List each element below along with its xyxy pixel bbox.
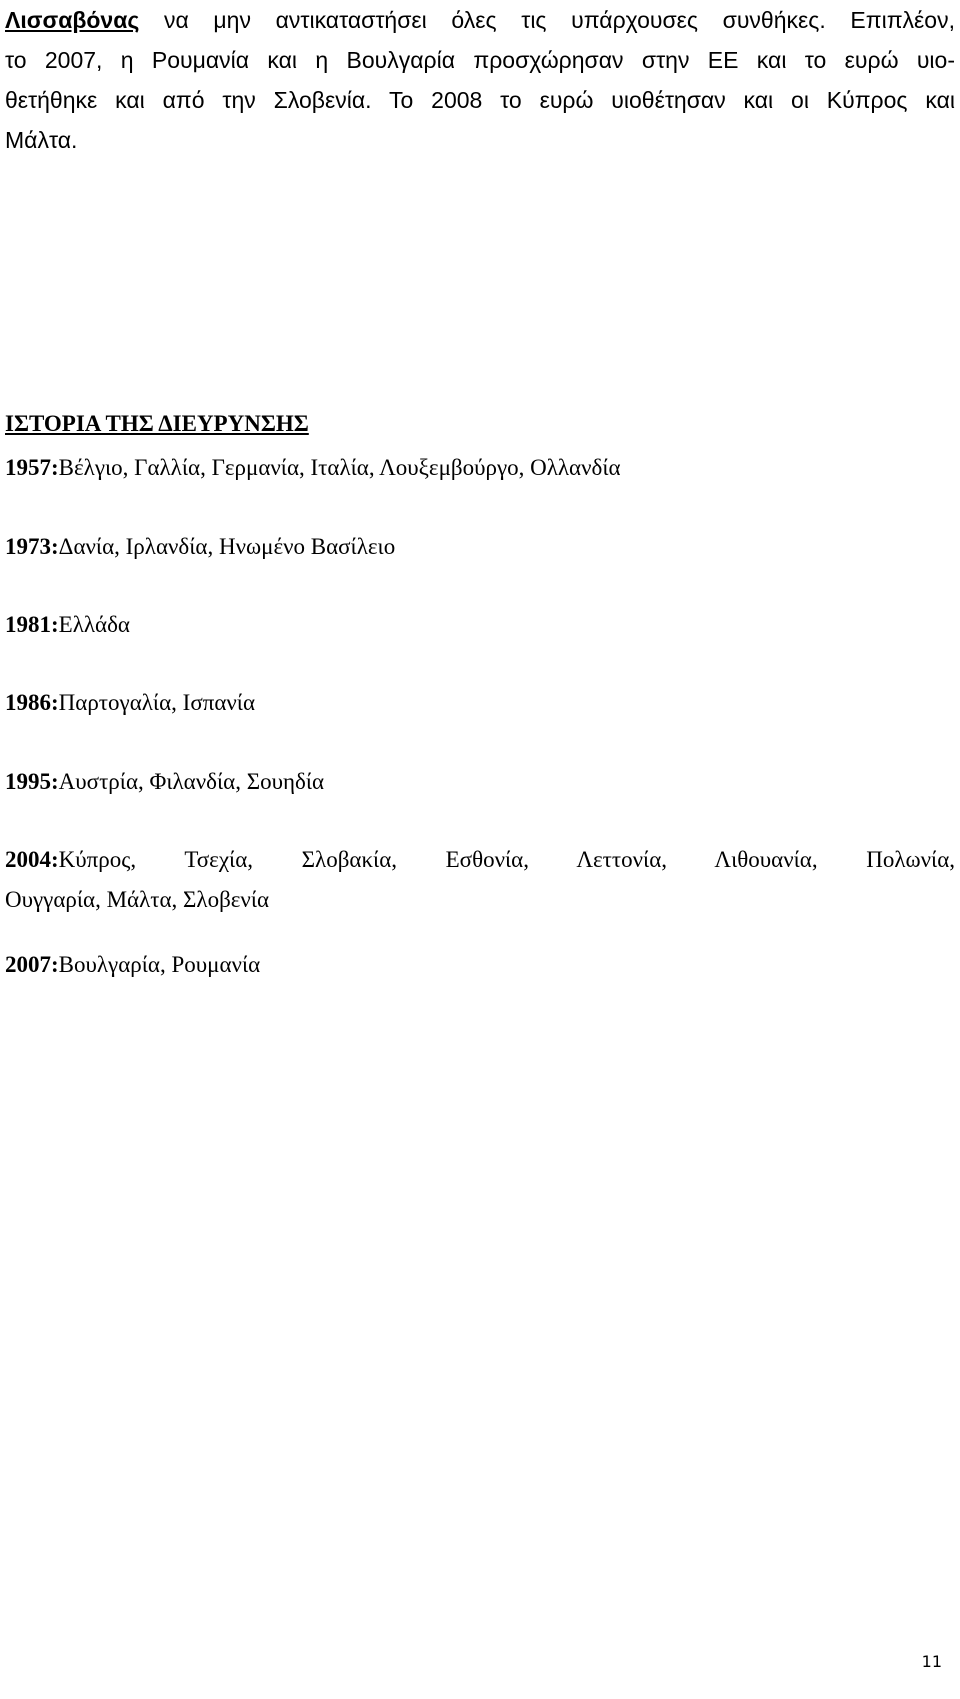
enlargement-entry-1973	[5, 527, 955, 567]
entry-countries: Βουλγαρία, Ρουμανία	[58, 952, 261, 977]
intro-line: θετήθηκε και από την Σλοβενία. Το 2008 το ευρώ υιοθέτησαν και οι Κύπρος και	[5, 87, 955, 113]
entry-countries: Δανία, Ιρλανδία, Ηνωμένο Βασίλειο	[58, 534, 396, 559]
lead-word: Λισσαβόνας	[5, 7, 140, 33]
intro-line: το 2007, η Ρουμανία και η Βουλγαρία προσχώρησαν στην ΕΕ και το ευρώ υιο-	[5, 47, 955, 73]
section-heading: ΙΣΤΟΡΙΑ ΤΗΣ ΔΙΕΥΡΥΝΣΗΣ	[5, 411, 309, 436]
entry-year: 1973:	[5, 534, 59, 559]
entry-year: 1957:	[5, 455, 59, 480]
entry-countries: Ελλάδα	[58, 612, 130, 637]
entry-year: 2007:	[5, 952, 59, 977]
enlargement-entry-2004	[5, 840, 955, 920]
entry-year: 1995:	[5, 769, 59, 794]
entry-countries: Παρτογαλία, Ισπανία	[58, 690, 256, 715]
intro-paragraph	[5, 0, 955, 160]
enlargement-entry-1981	[5, 605, 955, 645]
intro-line-text: να μην αντικαταστήσει όλες τις υπάρχουσες συνθήκες. Επιπλέον,	[139, 7, 955, 33]
entry-year: 2004:	[5, 847, 59, 872]
entry-year: 1986:	[5, 690, 59, 715]
entry-countries: Αυστρία, Φιλανδία, Σουηδία	[58, 769, 325, 794]
intro-line: Μάλτα.	[5, 127, 78, 153]
enlargement-entry-1995	[5, 762, 955, 802]
entry-year: 1981:	[5, 612, 59, 637]
intro-line	[5, 0, 955, 40]
entry-countries: Βέλγιο, Γαλλία, Γερμανία, Ιταλία, Λουξεμβούργο, Ολλανδία	[58, 455, 621, 480]
enlargement-entry-1986	[5, 683, 955, 723]
entry-countries: Κύπρος, Τσεχία, Σλοβακία, Εσθονία, Λεττονία, Λιθουανία, Πολωνία,	[58, 847, 955, 872]
enlargement-entry-1957	[5, 448, 955, 488]
entry-countries: Ουγγαρία, Μάλτα, Σλοβενία	[5, 887, 270, 912]
enlargement-entry-2007	[5, 945, 955, 985]
page-number: 11	[921, 1652, 942, 1671]
